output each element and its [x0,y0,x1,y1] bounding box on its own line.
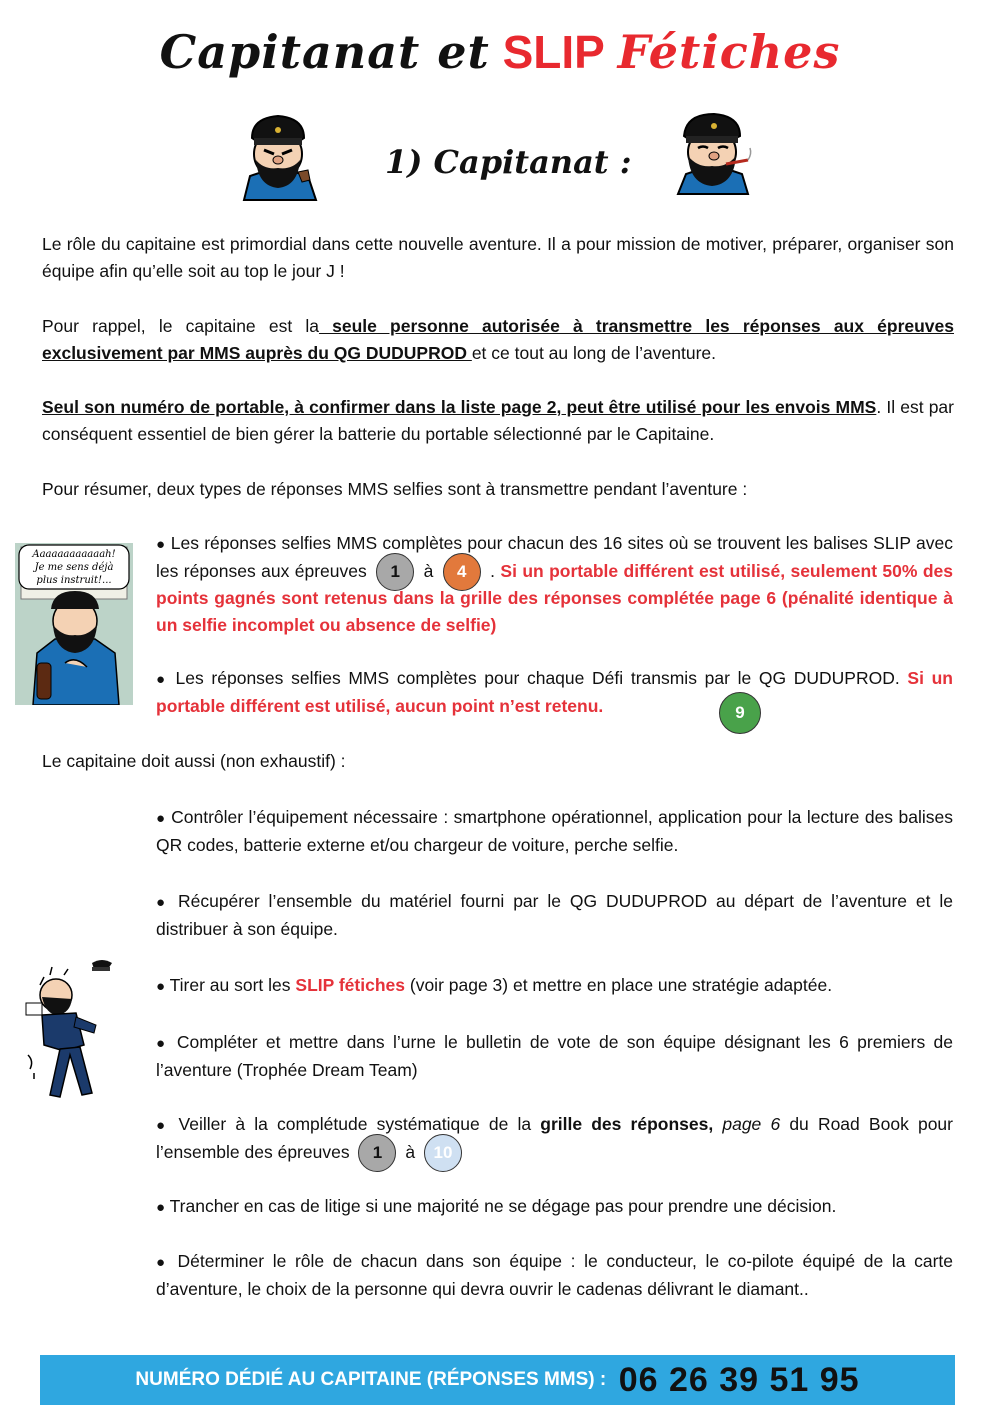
bullet-dot: ● [156,1035,169,1052]
badge-epreuve-1: 1 [376,553,414,591]
task-slip [156,972,953,1000]
badge-grille-1: 1 [358,1134,396,1172]
bullet-defi-text: Les réponses selfies MMS complètes pour chaque Défi transmis par le QG DUDUPROD. [175,668,900,688]
badge-epreuve-4: 4 [443,553,481,591]
bullet-dot: ● [156,671,168,688]
task-grille-before: Veiller à la complétude systématique de la [178,1114,532,1134]
bullet-sites-after: . [490,561,495,581]
section-subtitle: 1) Capitanat : [385,143,632,181]
title-slip: SLIP [502,26,605,78]
page-title [0,20,1000,84]
title-fetiches: Fétiches [617,25,841,79]
bullet-dot: ● [156,894,170,911]
task-grille-between: à [405,1142,416,1162]
captain-haddock-pipe-icon [668,110,756,196]
bullet-dot: ● [156,1254,169,1271]
task-slip-after: (voir page 3) et mettre en place une stratégie adaptée. [409,975,833,995]
task-equipement-text: Contrôler l’équipement nécessaire : smartphone opérationnel, application pour la lecture des balises QR codes, batterie externe et/ou chargeur de voiture, perche selfie. [156,807,953,855]
task-litige [156,1193,953,1221]
numero-after: . Il est par conséquent essentiel de bien gérer la batterie du portable sélectionné par le Capitaine. [42,397,954,444]
task-roles-text: Déterminer le rôle de chacun dans son équipe : le conducteur, le co-pilote équipé de la carte d’aventure, le choix de la personne qui devra ouvrir le cadenas délivrant le diamant.. [156,1251,954,1299]
badge-grille-10: 10 [424,1134,462,1172]
task-vote [156,1029,953,1084]
rappel-before: Pour rappel, le capitaine est la [42,316,319,336]
title-part-1: Capitanat et [159,25,490,79]
task-materiel [156,888,953,943]
comic1-text-line2: Je me sens déjà [34,562,114,573]
bullet-dot: ● [156,1117,170,1134]
aussi-paragraph: Le capitaine doit aussi (non exhaustif) : [42,751,346,771]
bullet-dot: ● [156,810,166,827]
captain-phone-label: NUMÉRO DÉDIÉ AU CAPITAINE (RÉPONSES MMS) : [135,1369,607,1390]
task-grille-italic: page 6 [722,1114,781,1134]
bullet-sites-between: à [423,561,434,581]
task-litige-text: Trancher en cas de litige si une majorité ne se dégage pas pour prendre une décision. [169,1196,837,1216]
comic1-text-line3: plus instruit!... [36,575,112,586]
haddock-comic-panel-icon [15,543,133,705]
captain-phone-number: 06 26 39 51 95 [618,1361,860,1399]
captain-phone-banner [40,1355,955,1405]
rappel-underlined: seule personne autorisée à transmettre les réponses aux épreuves exclusivement par MMS auprès du QG DUDUPROD [42,316,954,363]
task-materiel-text: Récupérer l’ensemble du matériel fourni par le QG DUDUPROD au départ de l’aventure et le distribuer à son équipe. [156,891,953,939]
bullet-dot: ● [156,536,166,553]
task-slip-red: SLIP fétiches [295,975,405,995]
numero-paragraph [42,394,954,448]
bullet-sites [156,530,953,639]
task-roles [156,1248,953,1303]
comic1-text-line1: Aaaaaaaaaaaah! [32,549,116,560]
bullet-dot: ● [156,978,166,995]
resume-paragraph: Pour résumer, deux types de réponses MMS selfies sont à transmettre pendant l’aventure : [42,479,748,499]
bullet-defi-warning: Si un portable différent est utilisé, aucun point n’est retenu. [156,668,953,716]
bullet-sites-warning: Si un portable différent est utilisé, seulement 50% des points gagnés sont retenus dans la grille des réponses complétée page 6 (pénalité identique à un selfie incomplet ou absence de selfie) [156,561,953,636]
bullet-dot: ● [156,1199,166,1216]
intro-paragraph: Le rôle du capitaine est primordial dans cette nouvelle aventure. Il a pour mission de motiver, préparer, organiser son équipe afin qu’elle soit au top le jour J ! [42,234,954,281]
rappel-paragraph [42,313,954,367]
captain-haddock-angry-icon [236,110,320,202]
numero-underlined: Seul son numéro de portable, à confirmer dans la liste page 2, peut être utilisé pour les envois MMS [42,397,877,417]
haddock-running-icon [20,955,120,1105]
task-grille [156,1111,953,1166]
rappel-after: et ce tout au long de l’aventure. [471,343,717,363]
bullet-sites-text: Les réponses selfies MMS complètes pour chacun des 16 sites où se trouvent les balises SLIP avec les réponses aux épreuves [156,533,954,581]
task-equipement [156,804,953,859]
task-grille-bold: grille des réponses, [540,1114,714,1134]
task-grille-after: du Road Book pour l’ensemble des épreuves [156,1114,953,1162]
task-vote-text: Compléter et mettre dans l’urne le bulletin de vote de son équipe désignant les 6 premiers de l’aventure (Trophée Dream Team) [156,1032,954,1080]
bullet-defi [156,665,953,720]
task-slip-before: Tirer au sort les [169,975,291,995]
badge-defi-9: 9 [719,692,761,734]
